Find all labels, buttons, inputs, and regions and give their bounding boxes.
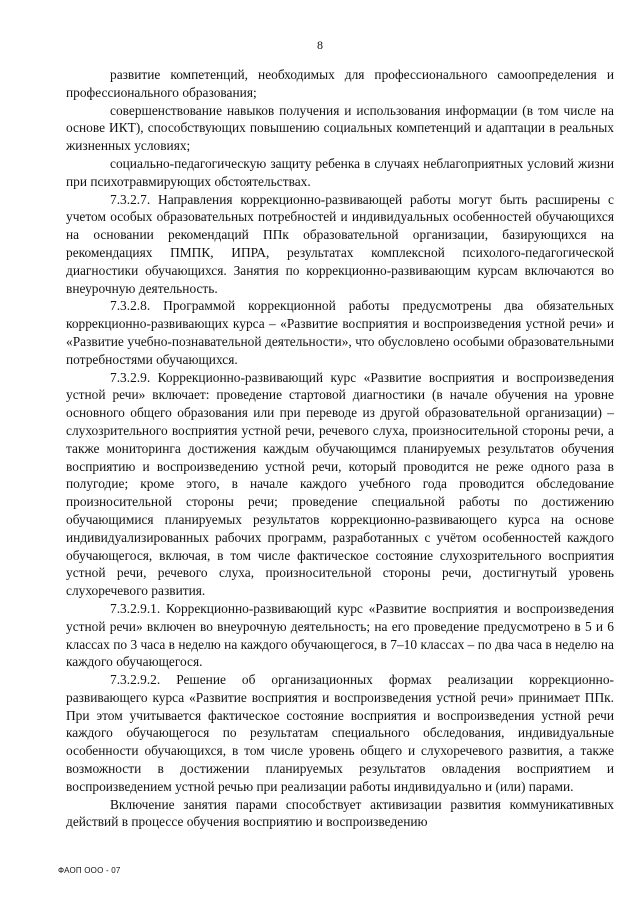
paragraph-7-3-2-9: 7.3.2.9. Коррекционно-развивающий курс «Развитие восприятия и воспроизведения устной речи» включает: проведение стартовой диагностики (в начале обучения на уровне основного общего образования или при переводе из другой образовательной организации) – слухозрительного восприятия устной речи, речевого слуха, произносительной стороны речи, а также мониторинга достижения каждым обучающимся планируемых результатов обучения восприятию и воспроизведению устной речи, который проводится не реже одного раза в полугодие; кроме этого, в начале каждого учебного года проводится обследование произносительной стороны речи; проведение специальной работы по достижению обучающимися планируемых результатов коррекционно-развивающего курса на основе индивидуализированных рабочих программ, разработанных с учётом особенностей каждого обучающегося, включая, в том числе фактическое состояние слухозрительного восприятия устной речи, речевого слуха, произносительной стороны речи, достигнутый уровень слухоречевого развития. bbox=[66, 369, 614, 599]
list-item-competencies: развитие компетенций, необходимых для профессионального самоопределения и профессионального образования; bbox=[66, 67, 614, 100]
paragraph-7-3-2-9-1: 7.3.2.9.1. Коррекционно-развивающий курс «Развитие восприятия и воспроизведения устной речи» включен во внеурочную деятельность; на его проведение предусмотрено в 5 и 6 классах по 3 часа в неделю на каждого обучающегося, в 7–10 классах – по два часа в неделю на каждого обучающегося. bbox=[66, 600, 614, 670]
page-number: 8 bbox=[317, 38, 323, 52]
document-footer: ФАОП ООО - 07 bbox=[58, 866, 121, 875]
list-item-social-protection: социально-педагогическую защиту ребенка в случаях неблагоприятных условий жизни при психотравмирующих обстоятельствах. bbox=[66, 155, 614, 189]
paragraph-7-3-2-9-2: 7.3.2.9.2. Решение об организационных формах реализации коррекционно-развивающего курса «Развитие восприятия и воспроизведения устной речи» принимает ППк. При этом учитывается фактическое состояние восприятия и воспроизведения устной речи каждого обучающегося по результатам специального обследования, индивидуальные особенности обучающихся, в том числе уровень общего и слухоречевого развития, а также возможности в достижении планируемых результатов овладения восприятием и воспроизведением устной речью при реализации работы индивидуально и (или) парами. bbox=[66, 672, 614, 794]
paragraph-7-3-2-7: 7.3.2.7. Направления коррекционно-развивающей работы могут быть расширены с учетом особых образовательных потребностей и индивидуальных особенностей обучающихся на основании рекомендаций ППк образовательной организации, базирующихся на рекомендациях ПМПК, ИПРА, результатах комплексной психолого-педагогической диагностики обучающихся. Занятия по коррекционно-развивающим курсам включаются во внеурочную деятельность. bbox=[66, 191, 614, 296]
paragraph-7-3-2-8: 7.3.2.8. Программой коррекционной работы предусмотрены два обязательных коррекционно-развивающих курса – «Развитие восприятия и воспроизведения устной речи» и «Развитие учебно-познавательной деятельности», что обусловлено особыми образовательными потребностями обучающихся. bbox=[66, 298, 614, 367]
document-body bbox=[66, 66, 614, 831]
paragraph-pair-work: Включение занятия парами способствует активизации развития коммуникативных действий в процессе обучения восприятию и воспроизведению bbox=[66, 796, 614, 830]
list-item-ict-skills: совершенствование навыков получения и использования информации (в том числе на основе ИКТ), способствующих повышению социальных компетенций и адаптации в реальных жизненных условиях; bbox=[66, 102, 614, 154]
